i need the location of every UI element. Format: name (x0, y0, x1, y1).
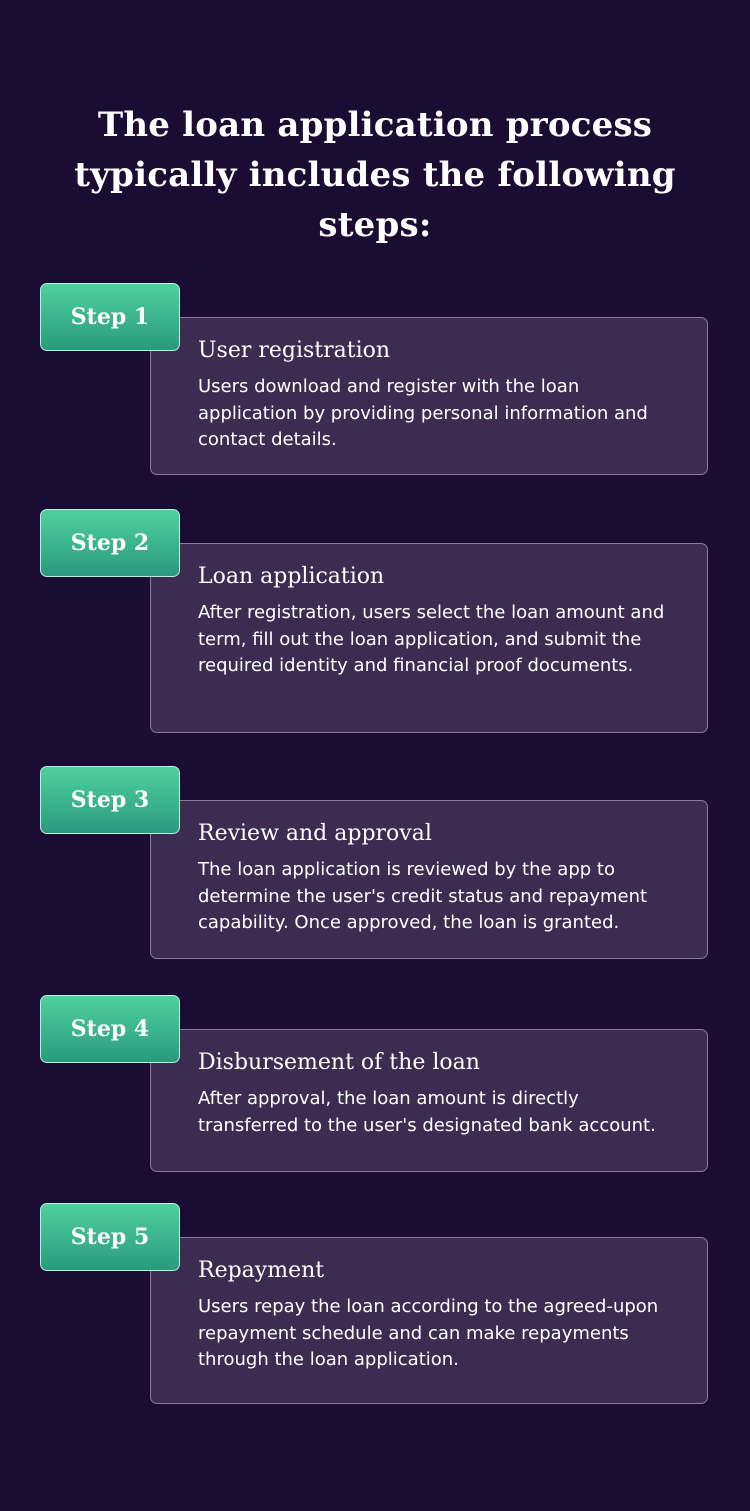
step-badge: Step 5 (40, 1203, 180, 1271)
step-title: Loan application (198, 564, 385, 589)
step-title: User registration (198, 338, 391, 363)
step-card (150, 1029, 708, 1172)
step-description: After approval, the loan amount is directly transferred to the user's designated bank account. (198, 1088, 656, 1136)
step-card (150, 800, 708, 959)
step-description: Users repay the loan according to the agreed-upon repayment schedule and can make repayments through the loan application. (198, 1296, 659, 1370)
step-badge: Step 4 (40, 995, 180, 1063)
step-card (150, 543, 708, 733)
step-title: Review and approval (198, 821, 432, 846)
step-badge: Step 2 (40, 509, 180, 577)
step-card (150, 1237, 708, 1404)
step-description: Users download and register with the loan application by providing personal information and contact details. (198, 376, 648, 450)
step-description: After registration, users select the loan amount and term, fill out the loan application, and submit the required identity and financial proof documents. (198, 602, 665, 676)
step-badge: Step 3 (40, 766, 180, 834)
page-title: The loan application process typically includes the following steps: (74, 105, 676, 245)
step-badge: Step 1 (40, 283, 180, 351)
step-title: Repayment (198, 1258, 325, 1283)
step-description: The loan application is reviewed by the app to determine the user's credit status and repayment capability. Once approved, the loan is granted. (198, 859, 648, 933)
step-card (150, 317, 708, 475)
step-title: Disbursement of the loan (198, 1050, 480, 1075)
